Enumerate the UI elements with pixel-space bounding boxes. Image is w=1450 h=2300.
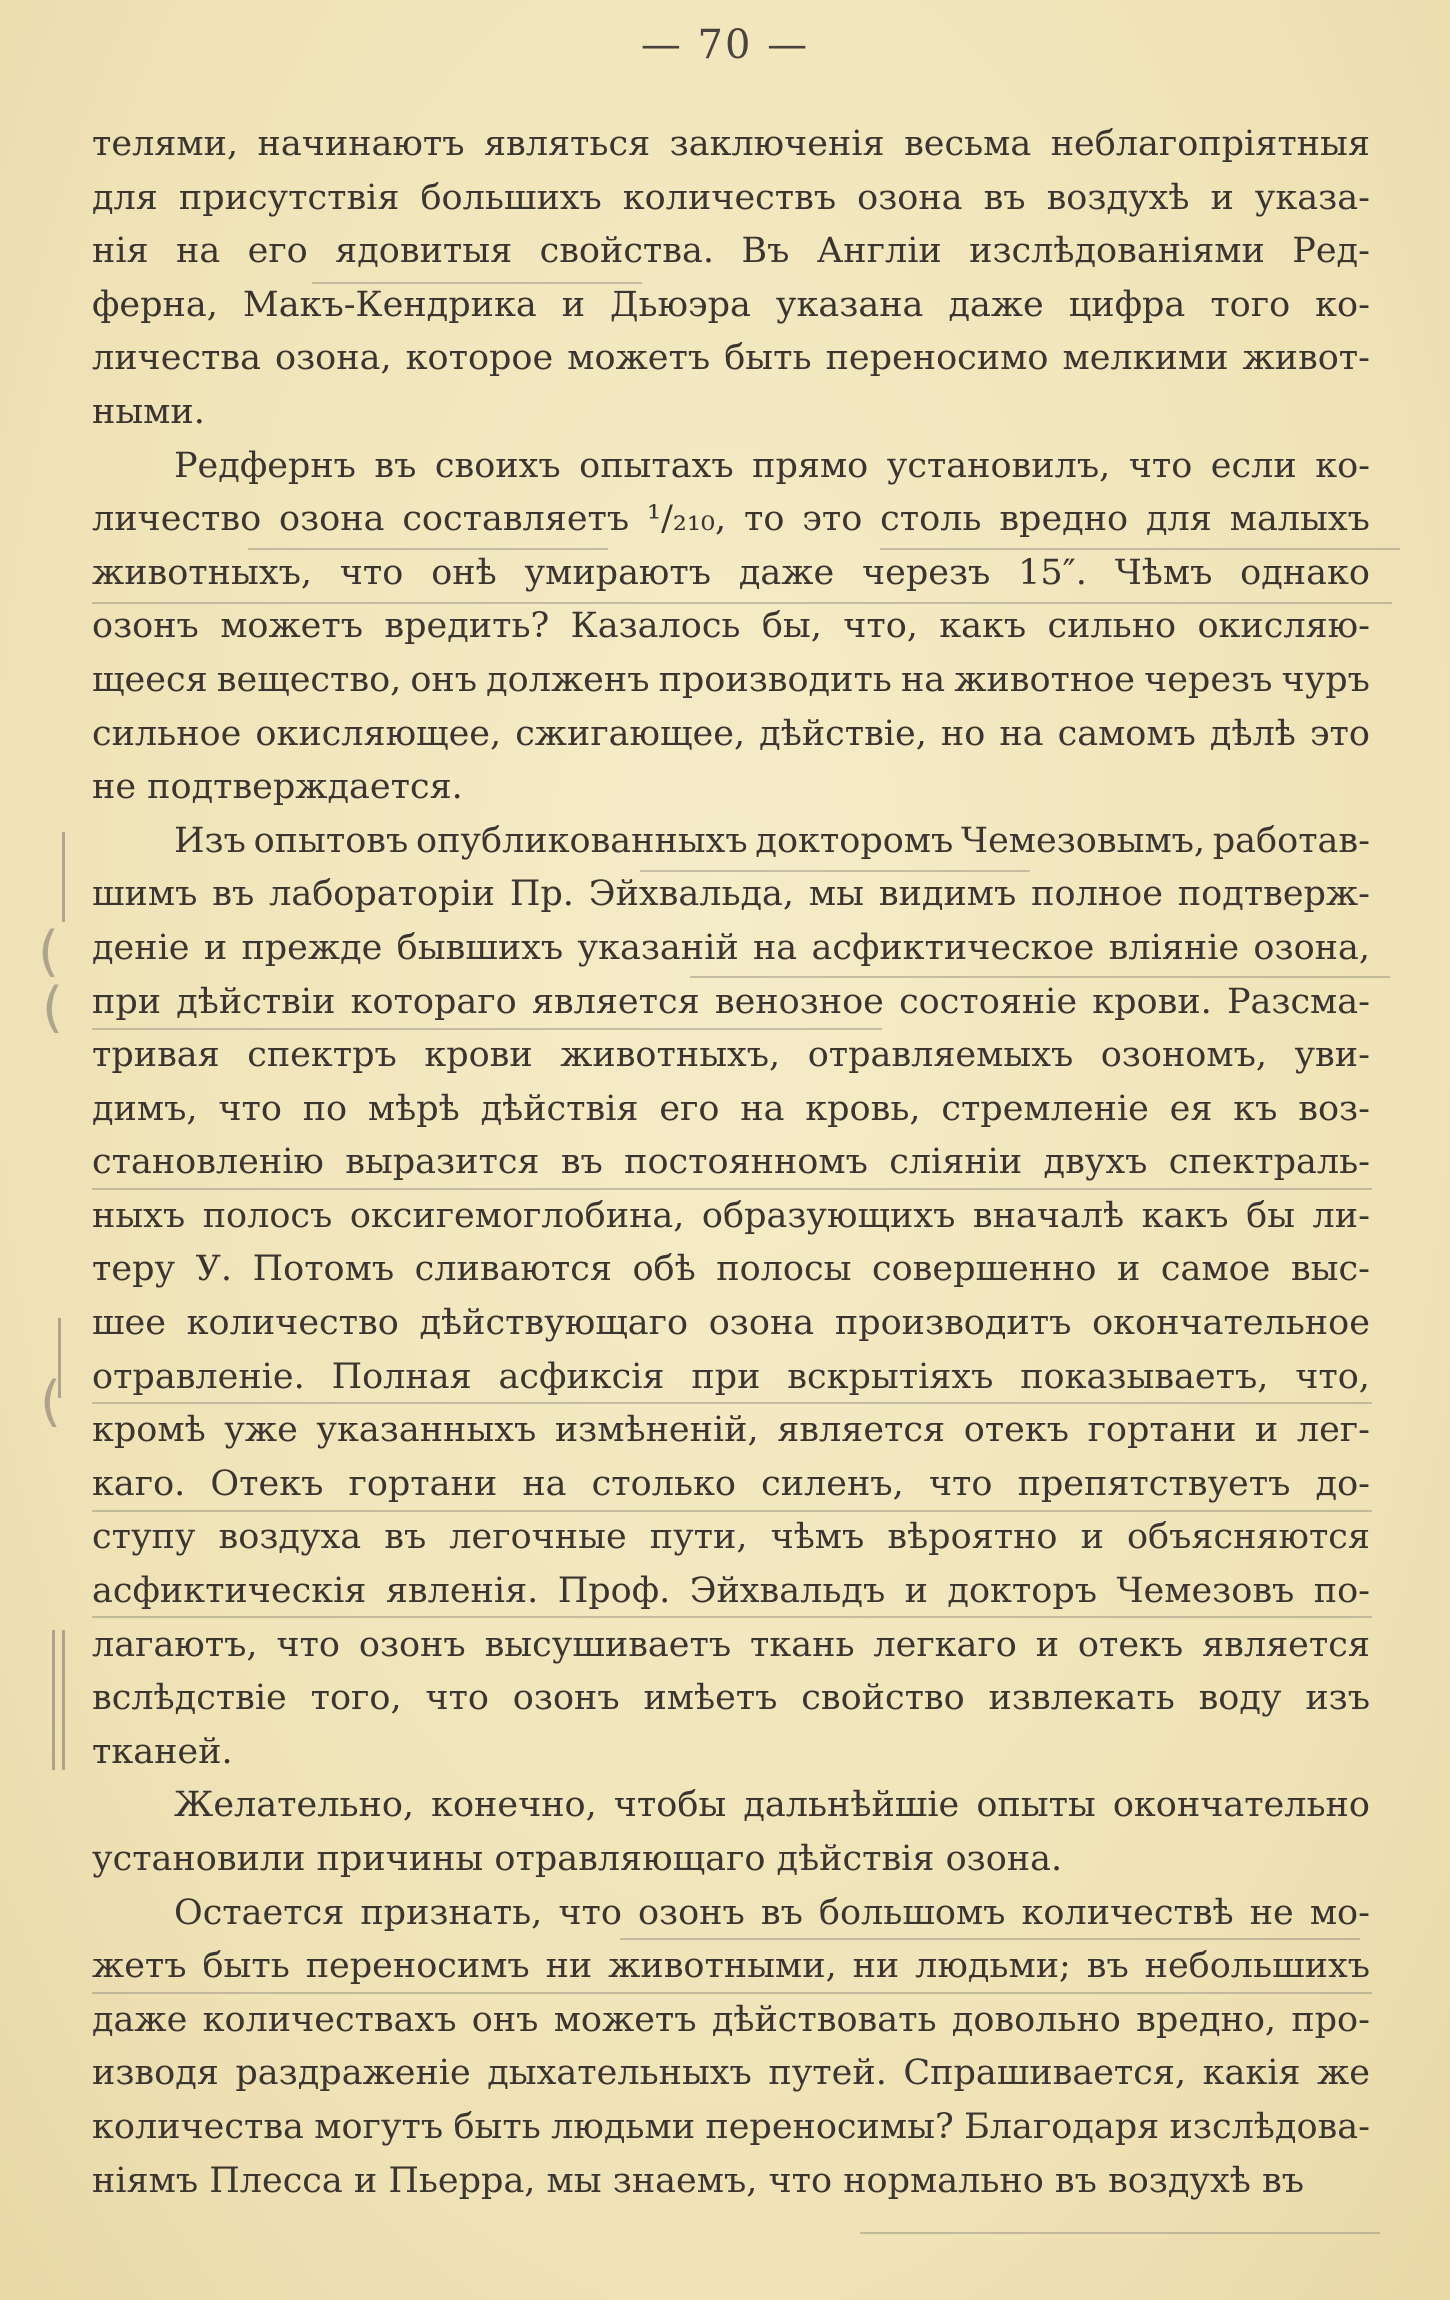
text-line: вслѣдствіе того, что озонъ имѣетъ свойство извлекать воду изъ	[92, 1678, 1370, 1719]
text-line: нія на его ядовитыя свойства. Въ Англіи изслѣдованіями Ред-	[92, 231, 1370, 272]
text-line: кромѣ уже указанныхъ измѣненій, является отекъ гортани и лег-	[92, 1410, 1370, 1451]
text-line: теру У. Потомъ сливаются обѣ полосы совершенно и самое выс-	[92, 1249, 1370, 1290]
margin-mark	[52, 1630, 55, 1770]
text-line: количества могутъ быть людьми переносимы? Благодаря изслѣдова-	[92, 2106, 1370, 2147]
text-line: димъ, что по мѣрѣ дѣйствія его на кровь, стремленіе ея къ воз-	[92, 1088, 1370, 1129]
text-line: ныхъ полосъ оксигемоглобина, образующихъ вначалѣ какъ бы ли-	[92, 1195, 1370, 1236]
body-text	[92, 118, 1370, 2208]
text-line: тривая спектръ крови животныхъ, отравляемыхъ озономъ, уви-	[92, 1035, 1370, 1076]
pencil-underline	[690, 976, 1390, 978]
text-line: сильное окисляющее, сжигающее, дѣйствіе, но на самомъ дѣлѣ это	[92, 713, 1370, 754]
pencil-underline	[248, 548, 608, 550]
pencil-underline	[92, 1402, 1372, 1404]
margin-mark	[62, 832, 65, 922]
text-line: личества озона, которое можетъ быть переносимо мелкими живот-	[92, 338, 1370, 379]
text-line: щееся вещество, онъ долженъ производить на животное черезъ чуръ	[92, 659, 1370, 700]
text-line: при дѣйствіи котораго является венозное состояніе крови. Разсма-	[92, 981, 1370, 1022]
text-line: деніе и прежде бывшихъ указаній на асфиктическое вліяніе озона,	[92, 927, 1370, 968]
page-number: — 70 —	[640, 22, 810, 68]
pencil-underline	[92, 1992, 1372, 1994]
pencil-underline	[312, 282, 642, 284]
text-line: шимъ въ лабораторіи Пр. Эйхвальда, мы видимъ полное подтверж-	[92, 874, 1370, 915]
text-line: тканей.	[92, 1731, 233, 1772]
text-line: Желательно, конечно, чтобы дальнѣйшіе опыты окончательно	[174, 1785, 1370, 1826]
margin-bracket: (	[38, 920, 60, 983]
pencil-underline	[860, 2232, 1380, 2234]
text-line: ферна, Макъ-Кендрика и Дьюэра указана даже цифра того ко-	[92, 284, 1370, 325]
text-line: не подтверждается.	[92, 767, 463, 808]
text-line: изводя раздраженіе дыхательныхъ путей. Спрашивается, какія же	[92, 2053, 1370, 2094]
text-line: каго. Отекъ гортани на столько силенъ, что препятствуетъ до-	[92, 1463, 1370, 1504]
text-line: личество озона составляетъ ¹/₂₁₀, то это столь вредно для малыхъ	[92, 499, 1370, 540]
text-line: асфиктическія явленія. Проф. Эйхвальдъ и докторъ Чемезовъ по-	[92, 1571, 1370, 1612]
text-line: ніямъ Плесса и Пьерра, мы знаемъ, что нормально въ воздухѣ въ	[92, 2160, 1304, 2201]
text-line: даже количествахъ онъ можетъ дѣйствовать довольно вредно, про-	[92, 1999, 1370, 2040]
pencil-underline	[92, 1510, 1372, 1512]
margin-mark	[62, 1630, 65, 1770]
text-line: озонъ можетъ вредить? Казалось бы, что, какъ сильно окисляю-	[92, 606, 1370, 647]
text-line: жетъ быть переносимъ ни животными, ни людьми; въ небольшихъ	[92, 1946, 1370, 1987]
margin-bracket: (	[42, 976, 64, 1039]
text-line: Изъ опытовъ опубликованныхъ докторомъ Чемезовымъ, работав-	[174, 820, 1370, 861]
pencil-underline	[92, 1616, 1372, 1618]
margin-bracket: (	[40, 1370, 62, 1433]
pencil-underline	[640, 870, 1030, 872]
text-line: Редфернъ въ своихъ опытахъ прямо установилъ, что если ко-	[174, 445, 1370, 486]
text-line: становленію выразится въ постоянномъ сліяніи двухъ спектраль-	[92, 1142, 1370, 1183]
text-line: установили причины отравляющаго дѣйствія озона.	[92, 1839, 1063, 1879]
pencil-underline	[92, 602, 1392, 604]
pencil-underline	[92, 1028, 882, 1030]
text-line: для присутствія большихъ количествъ озона въ воздухѣ и указа-	[92, 177, 1370, 218]
text-line: ными.	[92, 391, 205, 432]
pencil-underline	[92, 1188, 1372, 1190]
text-line: лагаютъ, что озонъ высушиваетъ ткань легкаго и отекъ является	[92, 1624, 1370, 1665]
text-line: животныхъ, что онѣ умираютъ даже черезъ 15″. Чѣмъ однако	[92, 552, 1370, 593]
text-line: Остается признать, что озонъ въ большомъ количествѣ не мо-	[174, 1892, 1370, 1933]
text-line: шее количество дѣйствующаго озона производитъ окончательное	[92, 1303, 1370, 1344]
text-line: ступу воздуха въ легочные пути, чѣмъ вѣроятно и объясняются	[92, 1517, 1370, 1558]
text-line: телями, начинаютъ являться заключенія весьма неблагопріятныя	[92, 124, 1370, 164]
text-line: отравленіе. Полная асфиксія при вскрытіяхъ показываетъ, что,	[92, 1356, 1370, 1397]
pencil-underline	[620, 1938, 1360, 1940]
pencil-underline	[880, 548, 1400, 550]
